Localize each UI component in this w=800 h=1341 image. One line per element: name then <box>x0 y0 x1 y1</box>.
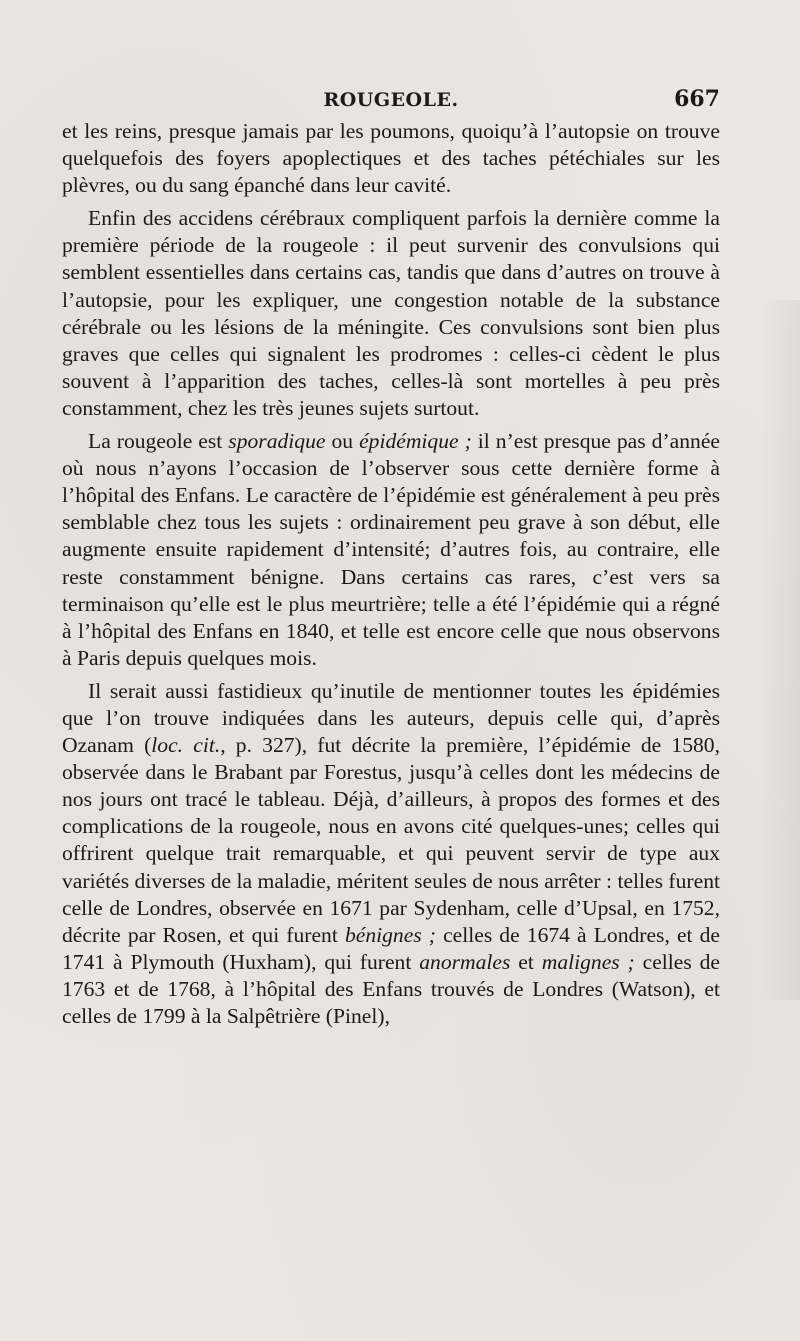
text-run: et les reins, presque jamais par les poumons, quoiqu’à l’autopsie on trouve quelquefois des foyers apoplectiques et des taches pétéchiales sur les plèvres, ou du sang épanché dans leur cavité. <box>62 119 720 198</box>
text-run: ou <box>325 429 360 454</box>
italic-text: loc. cit. <box>151 733 221 758</box>
text-run: La rougeole est <box>88 429 229 454</box>
text-run: il n’est presque pas d’année où nous n’ayons l’occasion de l’observer sous cette dernière forme à l’hôpital des Enfans. Le caractère de l’épidémie est généralement à peu près semblable chez tous les sujets : ordinairement peu grave à son début, elle augmente ensuite rapidement d’intensité; d’autres fois, au contraire, elle reste constamment bénigne. Dans certains cas rares, c’est vers sa terminaison qu’elle est le plus meurtrière; telle a été l’épidémie qui a régné à l’hôpital des Enfans en 1840, et telle est encore celle que nous observons à Paris depuis quelques mois. <box>62 429 720 670</box>
running-title: ROUGEOLE. <box>323 89 459 111</box>
text-run: et <box>510 949 542 974</box>
italic-text: malignes ; <box>541 949 635 974</box>
text-run: , p. 327), fut décrite la première, l’épidémie de 1580, observée dans le Brabant par Forestus, jusqu’à celles dont les médecins de nos jours ont tracé le tableau. Déjà, d’ailleurs, à propos des formes et des complications de la rougeole, nous en avons cité quelques-unes; celles qui offrirent quelque trait remarquable, et qui peuvent servir de type aux variétés diverses de la maladie, méritent seules de nous arrêter : telles furent celle de Londres, observée en 1671 par Sydenham, celle d’Upsal, en 1752, décrite par Rosen, et qui furent <box>62 733 720 947</box>
paragraph-continuation <box>62 118 720 199</box>
body-text <box>62 118 720 1036</box>
page-number: 667 <box>674 86 720 112</box>
page-header <box>62 86 720 112</box>
text-run: Il serait aussi fastidieux qu’inutile de mentionner toutes les épidémies que l’on trouve indiquées dans les auteurs, depuis celle qui, d’après Ozanam ( <box>62 678 720 758</box>
paragraph-cerebral-accidents <box>62 205 720 422</box>
italic-text: anormales <box>419 949 511 974</box>
text-run: celles de 1674 à Londres, et de 1741 à Plymouth (Huxham), qui furent <box>62 922 720 974</box>
italic-text: sporadique <box>228 429 326 454</box>
italic-text: épidémique ; <box>359 429 472 454</box>
text-run: Enfin des accidens cérébraux compliquent parfois la dernière comme la première période de la rougeole : il peut survenir des convulsions qui semblent essentielles dans certains cas, tandis que dans d’autres on trouve à l’autopsie, pour les expliquer, une congestion notable de la substance cérébrale ou les lésions de la méningite. Ces convulsions sont bien plus graves que celles qui signalent les prodromes : celles-ci cèdent le plus souvent à l’apparition des taches, celles-là sont mortelles à peu près constamment, chez les très jeunes sujets surtout. <box>62 206 720 420</box>
paragraph-epidemics-history <box>62 678 720 1030</box>
paragraph-sporadic-epidemic <box>62 428 720 672</box>
text-run: celles de 1763 et de 1768, à l’hôpital des Enfans trouvés de Londres (Watson), et celles de 1799 à la Salpêtrière (Pinel), <box>62 949 721 1028</box>
page-shadow <box>760 300 800 1000</box>
italic-text: bénignes ; <box>344 922 436 947</box>
